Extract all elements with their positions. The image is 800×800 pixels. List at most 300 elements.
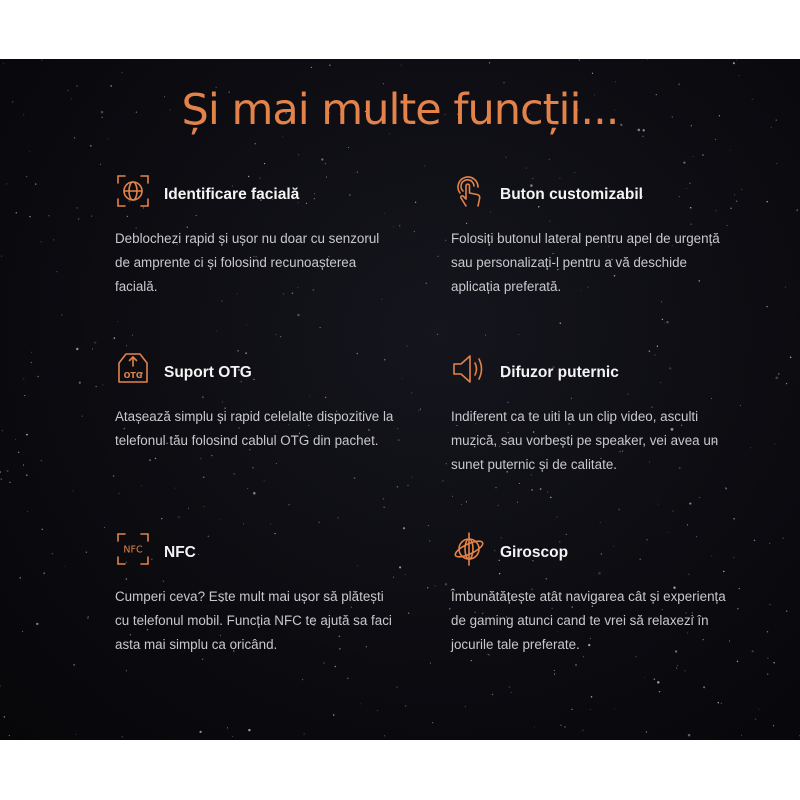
star xyxy=(547,492,548,493)
star xyxy=(658,504,659,505)
star xyxy=(490,212,491,213)
star xyxy=(739,75,740,76)
star xyxy=(384,359,385,360)
star xyxy=(646,731,647,732)
star xyxy=(321,158,323,160)
star xyxy=(736,59,737,60)
star xyxy=(526,167,527,168)
star xyxy=(750,447,751,448)
star xyxy=(773,662,775,664)
star xyxy=(540,488,542,490)
star xyxy=(669,367,671,369)
star xyxy=(23,379,24,380)
section-heading: Și mai multe funcții... xyxy=(181,85,619,135)
star xyxy=(202,659,203,660)
star xyxy=(644,677,645,678)
star xyxy=(24,395,25,396)
star xyxy=(348,147,349,148)
star xyxy=(676,668,677,669)
star xyxy=(688,734,691,737)
feature-description: Indiferent ca te uiti la un clip video, asculti muzică, sau vorbești pe speaker, vei avea un sunet puternic și de calitate. xyxy=(451,409,719,472)
star xyxy=(108,138,109,139)
star xyxy=(216,331,217,332)
star xyxy=(9,482,10,483)
star xyxy=(4,716,5,717)
star xyxy=(117,321,118,322)
star xyxy=(396,686,398,688)
star xyxy=(647,59,648,60)
star xyxy=(703,686,705,688)
star xyxy=(405,574,406,575)
star xyxy=(399,225,400,226)
star xyxy=(319,522,320,523)
star xyxy=(398,439,399,440)
star xyxy=(531,489,533,491)
star xyxy=(492,694,494,696)
star xyxy=(659,691,660,692)
star xyxy=(347,678,348,679)
star xyxy=(718,702,719,703)
star xyxy=(73,664,75,666)
star xyxy=(519,483,520,484)
star xyxy=(275,334,276,335)
star xyxy=(91,216,92,217)
star xyxy=(237,350,239,352)
star xyxy=(270,524,271,525)
star xyxy=(689,183,690,184)
star xyxy=(690,207,692,209)
star xyxy=(657,345,658,346)
star xyxy=(646,539,647,540)
star xyxy=(72,490,73,491)
star xyxy=(556,516,558,518)
star xyxy=(323,662,324,663)
star xyxy=(649,350,650,351)
star xyxy=(1,478,2,479)
star xyxy=(407,485,408,486)
star xyxy=(668,532,669,533)
star xyxy=(384,735,385,736)
star xyxy=(15,439,16,440)
star xyxy=(446,463,447,464)
star xyxy=(163,581,164,582)
star xyxy=(35,183,36,184)
star xyxy=(232,736,233,737)
star xyxy=(442,480,443,481)
star xyxy=(27,511,28,512)
star xyxy=(61,314,62,315)
star xyxy=(549,221,550,222)
star xyxy=(660,382,661,383)
star xyxy=(243,523,244,524)
star xyxy=(114,337,116,339)
star xyxy=(498,505,500,507)
star xyxy=(767,658,768,659)
star xyxy=(600,522,601,523)
star xyxy=(721,703,722,704)
star xyxy=(155,458,157,460)
star xyxy=(126,345,127,346)
feature-title: Giroscop xyxy=(500,544,569,561)
star xyxy=(141,485,142,486)
star xyxy=(289,504,290,505)
svg-text:OTG: OTG xyxy=(123,371,143,380)
star xyxy=(591,696,593,698)
star xyxy=(18,452,19,453)
star xyxy=(121,72,122,73)
star xyxy=(311,67,312,68)
star xyxy=(23,465,24,466)
star xyxy=(461,504,462,505)
star xyxy=(727,225,728,226)
star xyxy=(684,670,685,671)
star xyxy=(509,686,511,688)
star xyxy=(642,136,644,138)
feature-description: Cumperi ceva? Este mult mai ușor să plătești cu telefonul mobil. Funcția NFC te ajută sa faci asta mai simplu ca oricând. xyxy=(115,589,392,652)
star xyxy=(20,577,21,578)
star xyxy=(208,536,209,537)
star xyxy=(31,352,32,353)
star xyxy=(276,463,277,464)
star xyxy=(494,550,496,552)
star xyxy=(554,674,555,675)
star xyxy=(122,736,123,737)
star xyxy=(255,143,256,144)
star xyxy=(349,194,350,195)
feature-title: Identificare facială xyxy=(164,186,300,203)
star xyxy=(309,395,310,396)
face-recognition-icon xyxy=(115,173,151,209)
star xyxy=(100,164,101,165)
star xyxy=(618,509,620,511)
star xyxy=(627,394,628,395)
star xyxy=(783,538,784,539)
star xyxy=(485,335,486,336)
star xyxy=(314,198,315,199)
star xyxy=(96,386,97,387)
star xyxy=(102,384,103,385)
feature-description: Folosiți butonul lateral pentru apel de urgență sau personalizați-l pentru a vă deschide aplicația preferată. xyxy=(451,231,720,294)
star xyxy=(560,725,561,726)
star xyxy=(401,65,402,66)
star xyxy=(754,540,755,541)
star xyxy=(104,527,105,528)
star xyxy=(775,377,778,380)
star xyxy=(517,502,518,503)
star xyxy=(615,81,616,82)
star xyxy=(737,661,739,663)
star xyxy=(566,534,567,535)
star xyxy=(420,409,421,410)
star xyxy=(560,322,562,324)
star xyxy=(654,678,655,679)
star xyxy=(662,319,663,320)
star xyxy=(2,430,3,431)
star xyxy=(303,733,304,734)
star xyxy=(383,498,385,500)
star xyxy=(677,665,678,666)
star xyxy=(679,196,680,197)
feature-description: Deblochezi rapid și ușor nu doar cu senzorul de amprente ci și folosind recunoașterea facială. xyxy=(115,231,380,294)
star xyxy=(614,708,615,709)
star xyxy=(549,159,550,160)
star xyxy=(518,334,519,335)
star xyxy=(325,397,326,398)
star xyxy=(733,62,735,64)
star xyxy=(415,202,416,203)
star xyxy=(247,488,248,489)
star xyxy=(769,604,770,605)
star xyxy=(245,352,247,354)
star xyxy=(655,355,656,356)
star xyxy=(730,150,731,151)
star xyxy=(252,467,253,468)
star xyxy=(399,566,401,568)
star xyxy=(211,455,212,456)
star xyxy=(776,163,777,164)
star xyxy=(338,517,339,518)
star xyxy=(37,376,39,378)
star xyxy=(113,475,115,477)
star xyxy=(393,577,394,578)
star xyxy=(40,241,41,242)
star xyxy=(435,585,436,586)
star xyxy=(264,163,265,164)
star xyxy=(76,348,78,350)
star xyxy=(86,552,87,553)
star xyxy=(26,176,27,177)
star xyxy=(471,660,472,661)
star xyxy=(188,508,189,509)
star xyxy=(302,679,303,680)
star xyxy=(411,477,412,478)
star xyxy=(220,519,221,520)
feature-description: Îmbunătățește atât navigarea cât și experiența de gaming atunci cand te vrei să relaxezi în jocurile tale preferate. xyxy=(451,589,726,652)
star xyxy=(325,163,327,165)
star xyxy=(6,183,7,184)
star xyxy=(411,393,412,394)
star xyxy=(582,730,583,731)
star xyxy=(730,207,732,209)
star xyxy=(260,178,261,179)
star xyxy=(53,239,54,240)
custom-button-icon xyxy=(451,173,487,209)
star xyxy=(402,378,403,379)
star xyxy=(132,335,133,336)
star xyxy=(29,151,30,152)
star xyxy=(639,559,641,561)
star xyxy=(688,574,689,575)
star xyxy=(0,471,1,473)
star xyxy=(758,709,759,710)
star xyxy=(511,692,512,693)
star xyxy=(397,428,398,429)
star xyxy=(3,63,4,64)
star xyxy=(741,189,742,190)
star xyxy=(733,557,734,558)
star xyxy=(414,231,415,232)
star xyxy=(661,301,662,302)
feature-title: NFC xyxy=(164,544,196,561)
star xyxy=(766,306,767,307)
star xyxy=(773,725,774,726)
star xyxy=(64,566,65,567)
star xyxy=(571,709,572,710)
star xyxy=(445,583,447,585)
star xyxy=(357,171,358,172)
star xyxy=(699,497,700,498)
star xyxy=(774,443,775,444)
star xyxy=(687,524,688,525)
feature-description: Atașează simplu și rapid celelalte dispozitive la telefonul tău folosind cablul OTG din pachet. xyxy=(115,409,394,448)
star xyxy=(203,476,205,478)
star xyxy=(427,587,428,588)
star xyxy=(118,493,119,494)
feature-title: Difuzor puternic xyxy=(500,364,619,381)
nfc-icon xyxy=(115,531,151,567)
star xyxy=(298,154,299,155)
star xyxy=(733,518,735,520)
star xyxy=(78,218,79,219)
star xyxy=(282,136,283,137)
star xyxy=(9,735,10,736)
star xyxy=(752,650,754,652)
star xyxy=(740,405,741,406)
star xyxy=(7,470,9,472)
star xyxy=(56,271,57,272)
star xyxy=(31,362,32,363)
gyroscope-icon xyxy=(451,531,487,567)
star xyxy=(405,705,407,707)
star xyxy=(767,673,768,674)
star xyxy=(221,300,222,301)
star xyxy=(797,210,798,211)
star xyxy=(248,176,249,177)
star xyxy=(36,623,38,625)
star xyxy=(590,709,591,710)
star xyxy=(683,161,685,163)
star xyxy=(0,685,1,686)
star xyxy=(79,382,81,384)
star xyxy=(87,617,89,619)
star xyxy=(333,714,335,716)
star xyxy=(495,487,496,488)
star xyxy=(534,726,535,727)
star xyxy=(403,527,405,529)
star xyxy=(151,559,153,561)
star xyxy=(88,616,89,617)
star xyxy=(715,210,716,211)
star xyxy=(48,215,50,217)
star xyxy=(693,156,694,157)
star xyxy=(360,703,361,704)
star xyxy=(790,357,792,359)
star xyxy=(432,722,433,723)
star xyxy=(598,572,601,575)
star xyxy=(320,327,321,328)
star xyxy=(90,145,92,147)
star xyxy=(280,336,281,337)
star xyxy=(769,543,770,544)
star xyxy=(767,631,768,632)
star xyxy=(657,681,659,683)
star xyxy=(726,488,727,489)
star xyxy=(734,194,735,195)
star xyxy=(445,240,446,241)
star xyxy=(198,554,199,555)
star xyxy=(575,664,576,665)
star xyxy=(666,321,668,323)
star xyxy=(199,731,201,733)
star xyxy=(26,474,27,475)
star xyxy=(253,379,254,380)
star xyxy=(202,396,203,397)
star xyxy=(126,670,127,671)
star xyxy=(559,541,560,542)
star xyxy=(297,314,300,317)
star xyxy=(489,62,490,63)
star xyxy=(203,506,204,507)
star xyxy=(41,529,42,530)
star xyxy=(466,223,467,224)
star xyxy=(26,434,28,436)
star xyxy=(736,201,737,202)
star xyxy=(126,578,128,580)
star xyxy=(702,154,704,156)
star xyxy=(22,631,23,632)
star xyxy=(75,734,76,735)
star xyxy=(408,612,410,614)
svg-text:NFC: NFC xyxy=(123,544,143,556)
star xyxy=(501,537,502,538)
star xyxy=(16,212,18,214)
star xyxy=(532,178,533,179)
star xyxy=(452,496,453,497)
star xyxy=(41,59,43,61)
star xyxy=(741,735,742,736)
star xyxy=(354,477,356,479)
star xyxy=(499,573,500,574)
star xyxy=(149,459,151,461)
star xyxy=(127,216,128,217)
speaker-icon xyxy=(451,351,487,387)
star xyxy=(786,610,788,612)
star xyxy=(246,324,247,325)
star xyxy=(571,398,572,399)
star xyxy=(274,533,275,534)
star xyxy=(737,608,738,609)
star xyxy=(222,402,223,403)
star xyxy=(406,345,408,347)
star xyxy=(505,157,506,158)
feature-title: Buton customizabil xyxy=(500,186,643,203)
star xyxy=(82,416,83,417)
star xyxy=(397,486,399,488)
star xyxy=(686,188,687,189)
star xyxy=(613,546,614,547)
star xyxy=(554,670,555,671)
star xyxy=(465,706,466,707)
star xyxy=(690,223,692,225)
star xyxy=(314,193,315,194)
star xyxy=(428,525,429,526)
star xyxy=(264,480,265,481)
star xyxy=(196,215,197,216)
star xyxy=(755,718,757,720)
star xyxy=(94,342,96,344)
star xyxy=(326,177,327,178)
star xyxy=(601,553,602,554)
